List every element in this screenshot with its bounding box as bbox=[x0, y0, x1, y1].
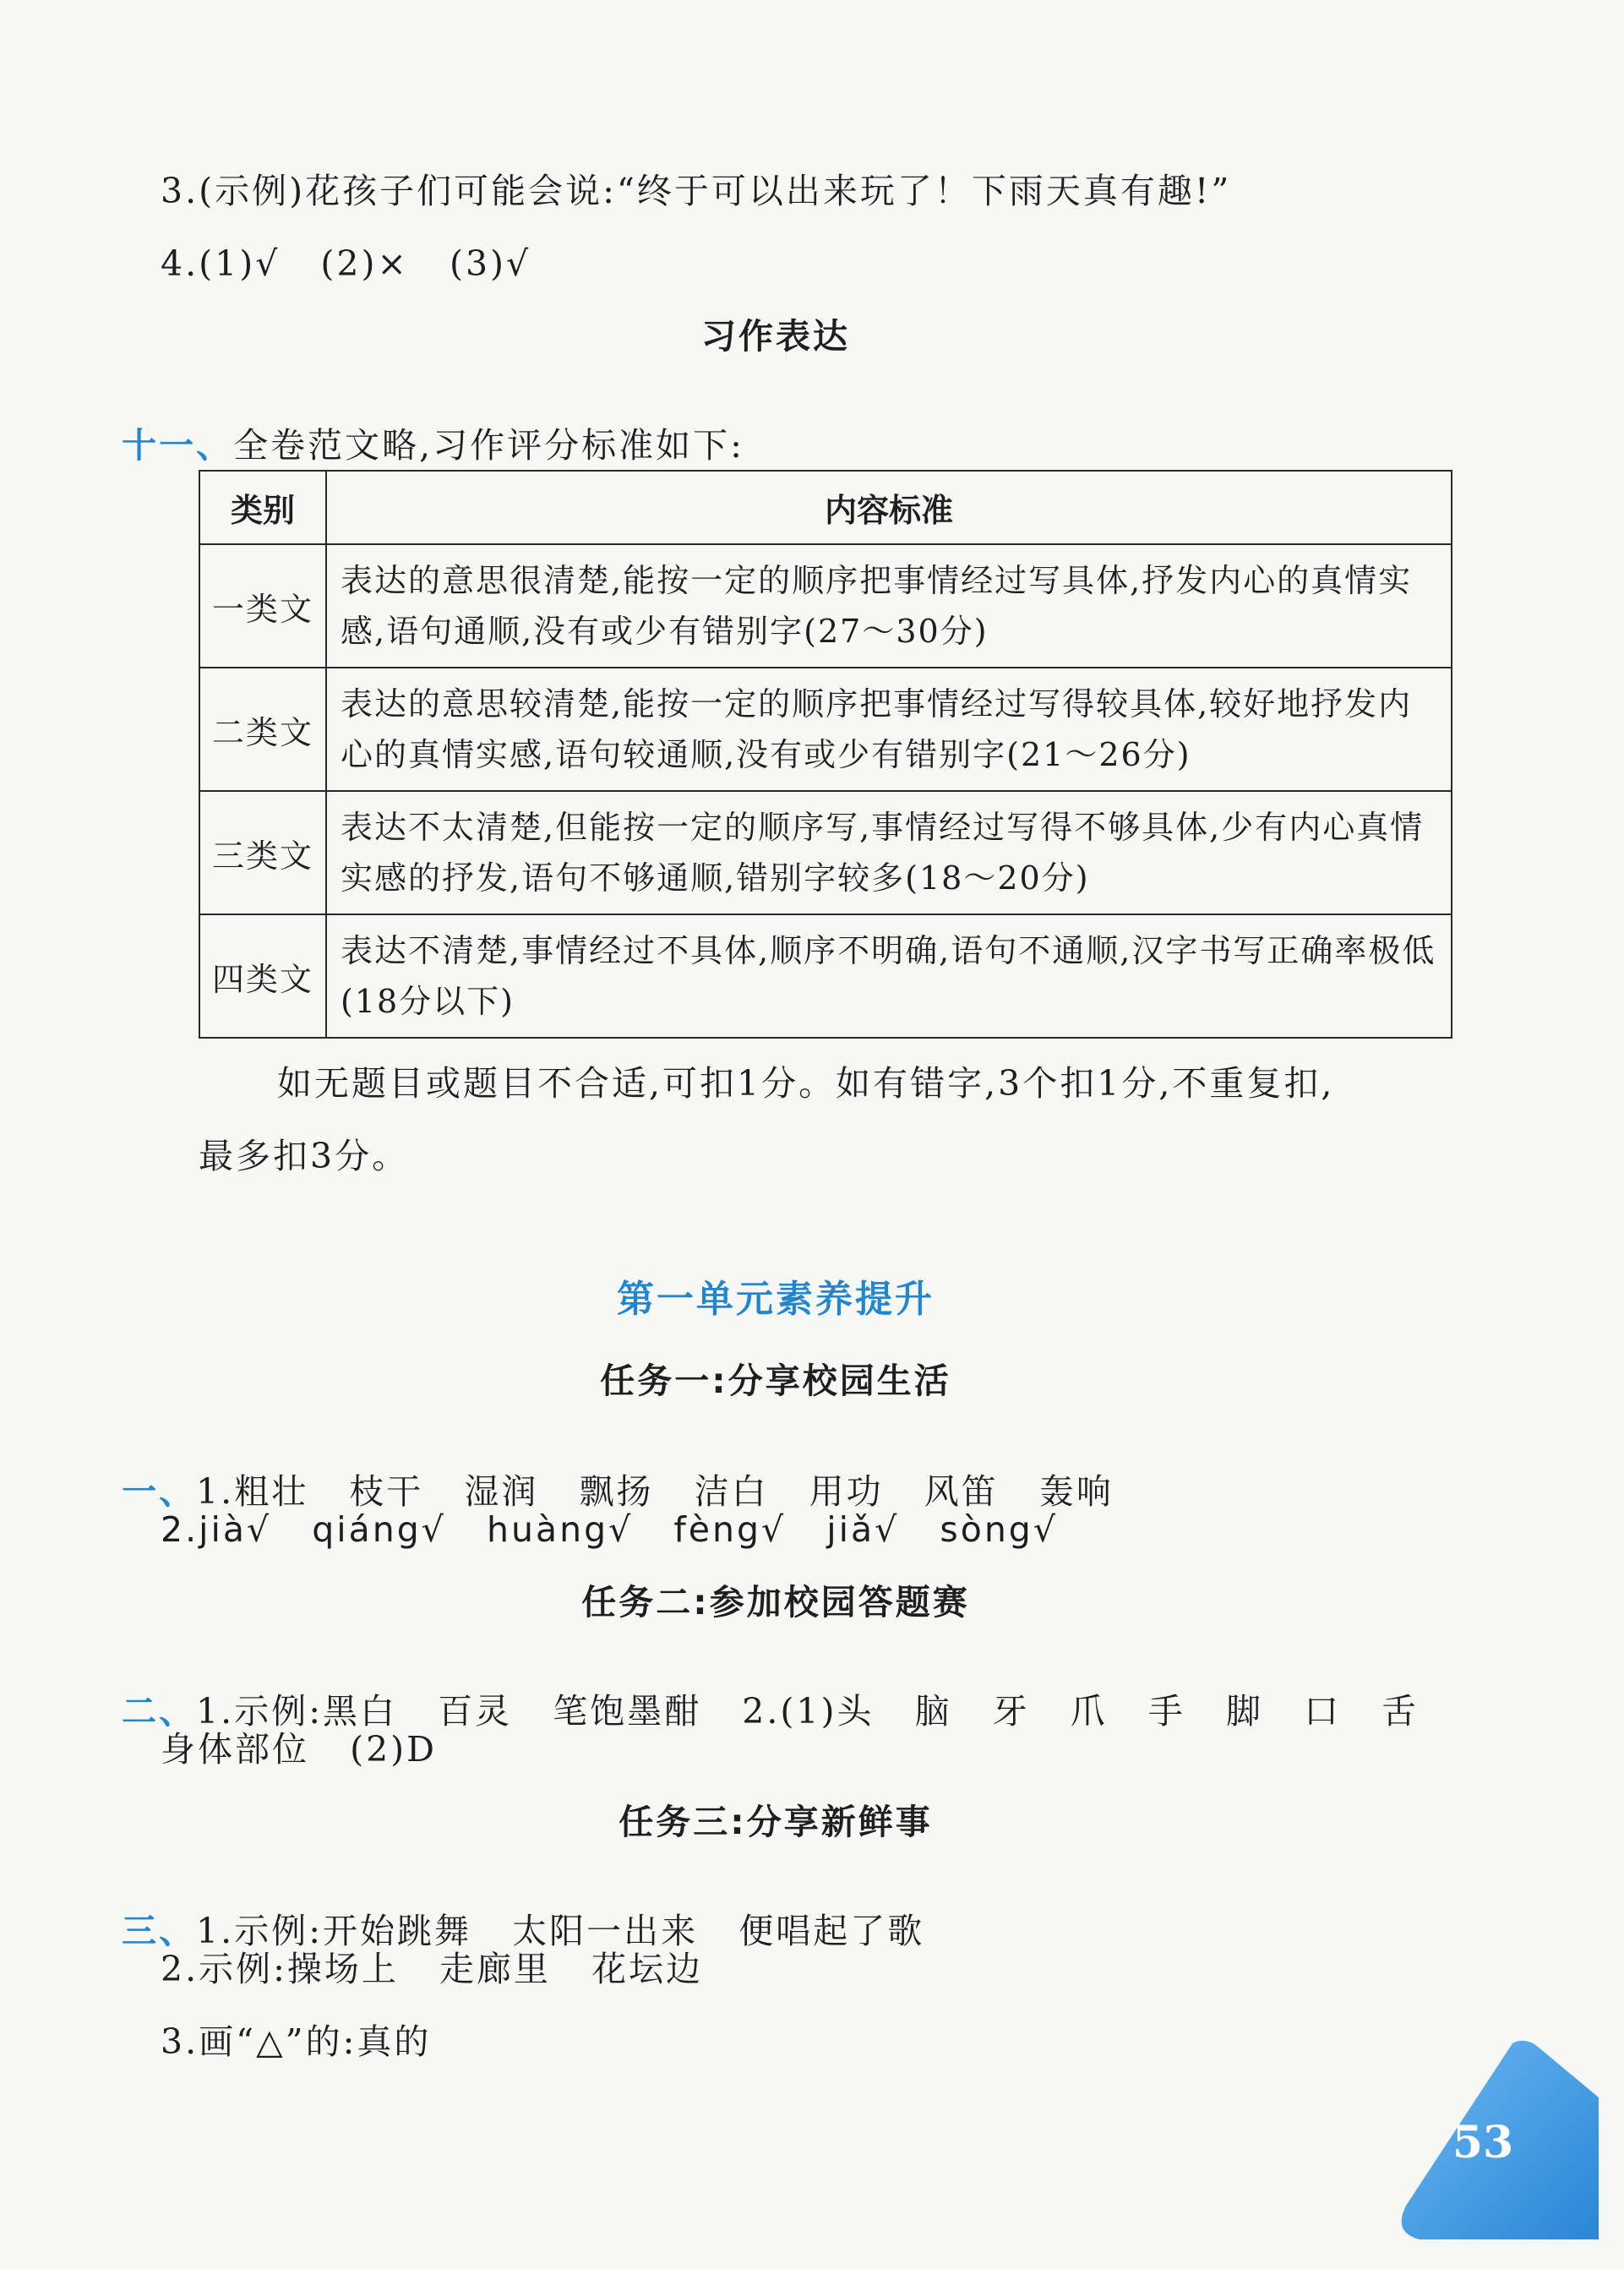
table-header-standard: 内容标准 bbox=[326, 471, 1452, 544]
question-11-marker: 十一、 bbox=[122, 425, 234, 466]
task-1-line-1 bbox=[95, 1440, 1114, 1512]
task-3-line-1 bbox=[95, 1879, 924, 1949]
scoring-table bbox=[199, 470, 1452, 1039]
table-header-category: 类别 bbox=[199, 471, 326, 544]
task-3-line-2: 2.示例:操场上 走廊里 花坛边 bbox=[161, 1949, 704, 1989]
task-3-line-1-text: 1.示例:开始跳舞 太阳一出来 便唱起了歌 bbox=[196, 1911, 925, 1951]
table-cell-standard: 表达不太清楚,但能按一定的顺序写,事情经过写得不够具体,少有内心真情实感的抒发,语句不够通顺,错别字较多(18～20分) bbox=[326, 791, 1452, 914]
table-row bbox=[199, 914, 1452, 1038]
answer-item-4: 4.(1)√ (2)× (3)√ bbox=[161, 243, 531, 284]
table-cell-category: 二类文 bbox=[199, 668, 326, 791]
deduction-note-line-1: 如无题目或题目不合适,可扣1分。如有错字,3个扣1分,不重复扣, bbox=[277, 1063, 1335, 1104]
task-2-marker: 二、 bbox=[122, 1691, 197, 1732]
question-11-text: 全卷范文略,习作评分标准如下: bbox=[233, 425, 744, 466]
table-cell-category: 四类文 bbox=[199, 914, 326, 1038]
table-row bbox=[199, 668, 1452, 791]
table-header-row bbox=[199, 471, 1452, 544]
unit-title: 第一单元素养提升 bbox=[617, 1278, 935, 1321]
task-1-title: 任务一:分享校园生活 bbox=[600, 1361, 951, 1401]
task-3-line-3: 3.画“△”的:真的 bbox=[161, 2021, 432, 2062]
task-1-marker: 一、 bbox=[122, 1471, 197, 1512]
task-3-marker: 三、 bbox=[122, 1911, 197, 1951]
task-2-line-1-text: 1.示例:黑白 百灵 笔饱墨酣 2.(1)头 脑 牙 爪 手 脚 口 舌 bbox=[196, 1691, 1420, 1732]
deduction-note-line-2: 最多扣3分。 bbox=[199, 1136, 410, 1176]
answer-item-3: 3.(示例)花孩子们可能会说:“终于可以出来玩了！下雨天真有趣!” bbox=[161, 171, 1232, 211]
table-cell-category: 三类文 bbox=[199, 791, 326, 914]
task-3-title: 任务三:分享新鲜事 bbox=[619, 1802, 933, 1842]
table-row bbox=[199, 544, 1452, 668]
task-2-line-1 bbox=[95, 1660, 1420, 1732]
table-row bbox=[199, 791, 1452, 914]
table-cell-category: 一类文 bbox=[199, 544, 326, 668]
question-11 bbox=[95, 394, 744, 466]
table-cell-standard: 表达的意思很清楚,能按一定的顺序把事情经过写具体,抒发内心的真情实感,语句通顺,没有或少有错别字(27～30分) bbox=[326, 544, 1452, 668]
page-number: 53 bbox=[1452, 2117, 1514, 2168]
table-cell-standard: 表达不清楚,事情经过不具体,顺序不明确,语句不通顺,汉字书写正确率极低(18分以下) bbox=[326, 914, 1452, 1038]
task-2-title: 任务二:参加校园答题赛 bbox=[581, 1582, 970, 1623]
section-title-writing: 习作表达 bbox=[701, 316, 850, 357]
task-1-line-1-text: 1.粗壮 枝干 湿润 飘扬 洁白 用功 风笛 轰响 bbox=[196, 1471, 1114, 1512]
task-1-line-2: 2.jià√ qiáng√ huàng√ fèng√ jiǎ√ sòng√ bbox=[161, 1509, 1058, 1550]
table-cell-standard: 表达的意思较清楚,能按一定的顺序把事情经过写得较具体,较好地抒发内心的真情实感,语句较通顺,没有或少有错别字(21～26分) bbox=[326, 668, 1452, 791]
task-2-line-2: 身体部位 (2)D bbox=[161, 1729, 438, 1770]
